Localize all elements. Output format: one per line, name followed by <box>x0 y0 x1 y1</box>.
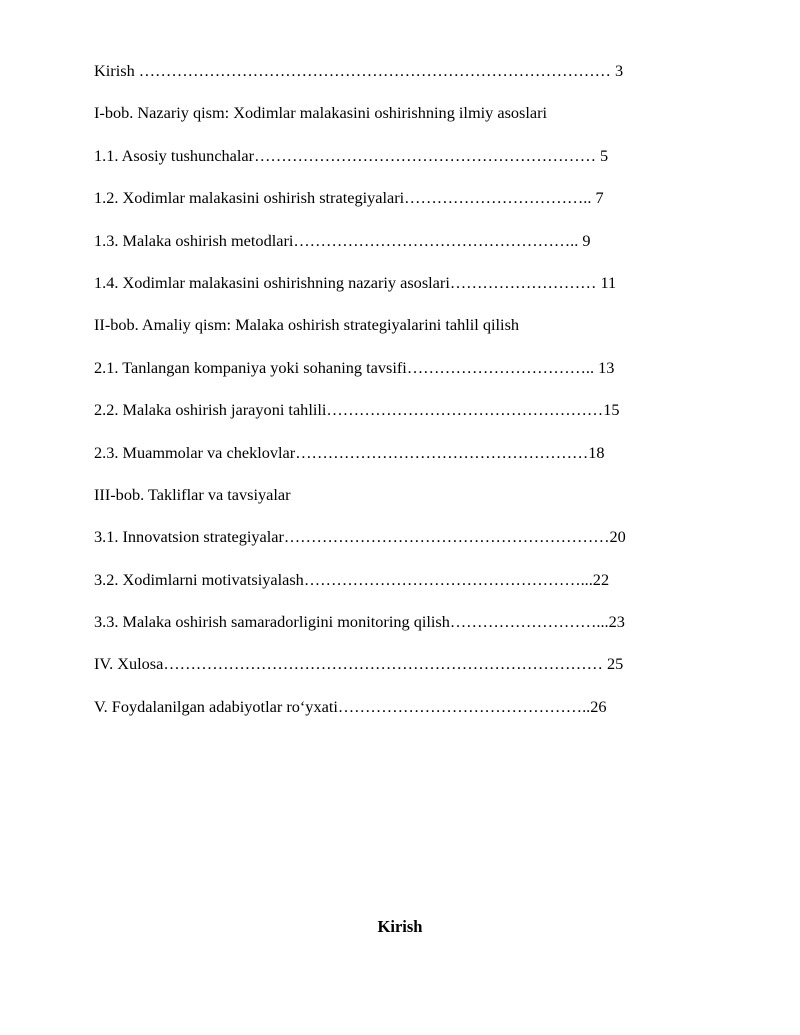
toc-entry-3-1: 3.1. Innovatsion strategiyalar……………………………………………………20 <box>94 527 626 547</box>
toc-entry-1-2: 1.2. Xodimlar malakasini oshirish strategiyalari…………………………….. 7 <box>94 188 604 208</box>
section-heading: Kirish <box>377 917 423 936</box>
toc-chapter-2: II-bob. Amaliy qism: Malaka oshirish strategiyalarini tahlil qilish <box>94 315 520 335</box>
toc-entry-introduction: Kirish …………………………………………………………………………… 3 <box>94 61 624 80</box>
toc-entry-2-3: 2.3. Muammolar va cheklovlar………………………………………………18 <box>94 442 605 462</box>
toc-entry-1-1: 1.1. Asosiy tushunchalar……………………………………………………… 5 <box>94 145 609 165</box>
table-of-contents <box>94 58 704 736</box>
toc-entry-conclusion: IV. Xulosa……………………………………………………………………… 25 <box>94 654 624 674</box>
toc-chapter-3: III-bob. Takliflar va tavsiyalar <box>94 484 291 504</box>
toc-entry-3-2: 3.2. Xodimlarni motivatsiyalash……………………………………………...22 <box>94 569 610 589</box>
toc-entry-1-4: 1.4. Xodimlar malakasini oshirishning nazariy asoslari……………………… 11 <box>94 272 617 292</box>
toc-entry-2-1: 2.1. Tanlangan kompaniya yoki sohaning tavsifi…………………………….. 13 <box>94 357 615 377</box>
toc-entry-2-2: 2.2. Malaka oshirish jarayoni tahlili……………………………………………15 <box>94 400 620 420</box>
toc-chapter-1: I-bob. Nazariy qism: Xodimlar malakasini oshirishning ilmiy asoslari <box>94 103 548 123</box>
toc-entry-references: V. Foydalanilgan adabiyotlar ro‘yxati………………………………………..26 <box>94 696 607 716</box>
toc-entry-3-3: 3.3. Malaka oshirish samaradorligini monitoring qilish………………………...23 <box>94 612 625 632</box>
toc-entry-1-3: 1.3. Malaka oshirish metodlari…………………………………………….. 9 <box>94 230 591 250</box>
